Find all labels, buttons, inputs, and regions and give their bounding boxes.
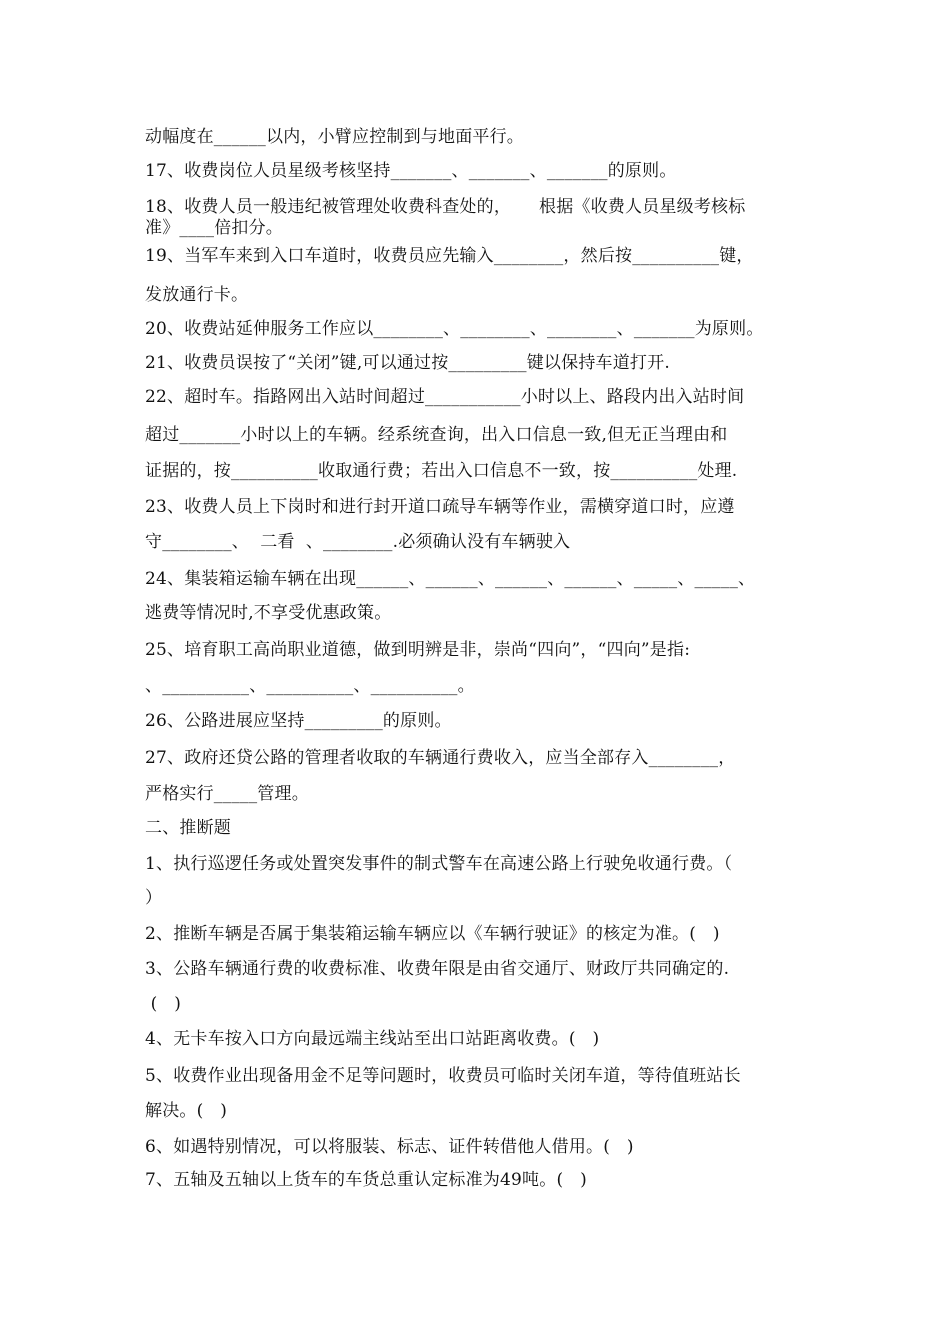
question-25: 25、培育职工高尚职业道德，做到明辨是非，崇尚“四向”，“四向”是指:: [145, 640, 691, 660]
judge-2: 2、推断车辆是否属于集装箱运输车辆应以《车辆行驶证》的核定为准。( ): [145, 924, 720, 944]
judge-6: 6、如遇特别情况，可以将服装、标志、证件转借他人借用。( ): [145, 1137, 634, 1157]
question-27: 27、政府还贷公路的管理者收取的车辆通行费收入，应当全部存入________，: [145, 748, 736, 768]
question-22: 22、超时车。指路网出入站时间超过___________小时以上、路段内出入站时间: [145, 387, 745, 407]
question-26: 26、公路进展应坚持_________的原则。: [145, 711, 452, 731]
section-heading: 二、推断题: [145, 818, 231, 838]
text-line: 逃费等情况时,不享受优惠政策。: [145, 603, 392, 623]
text-line: 超过_______小时以上的车辆。经系统查询，出入口信息一致,但无正当理由和: [145, 425, 728, 445]
text-line: 发放通行卡。: [145, 285, 249, 305]
judge-3: 3、公路车辆通行费的收费标准、收费年限是由省交通厅、财政厅共同确定的.: [145, 959, 730, 979]
question-21: 21、收费员误按了“关闭”键,可以通过按_________键以保持车道打开.: [145, 353, 670, 373]
question-23: 23、收费人员上下岗时和进行封开道口疏导车辆等作业，需横穿道口时，应遵: [145, 497, 735, 517]
judge-1: 1、执行巡逻任务或处置突发事件的制式警车在高速公路上行驶免收通行费。（: [145, 854, 733, 874]
text-line: 、__________、__________、__________。: [145, 676, 475, 696]
text-line: 严格实行_____管理。: [145, 784, 309, 804]
question-17: 17、收费岗位人员星级考核坚持_______、_______、_______的原则。: [145, 161, 677, 181]
judge-4: 4、无卡车按入口方向最远端主线站至出口站距离收费。( ): [145, 1029, 600, 1049]
text-line: ( ): [145, 994, 182, 1014]
question-20: 20、收费站延伸服务工作应以________、________、________、_______为原则。: [145, 319, 764, 339]
text-line: ）: [145, 888, 163, 908]
text-line: 解决。( ): [145, 1101, 228, 1121]
text-line: 证据的，按__________收取通行费；若出入口信息不一致，按__________处理.: [145, 461, 738, 481]
text-line: 准》____倍扣分。: [145, 218, 283, 238]
text-line: 守________、 二看 、________.必须确认没有车辆驶入: [145, 532, 571, 552]
judge-5: 5、收费作业出现备用金不足等问题时，收费员可临时关闭车道，等待值班站长: [145, 1066, 741, 1086]
question-24: 24、集装箱运输车辆在出现______、______、______、______、_____、_____、: [145, 569, 756, 589]
question-18: 18、收费人员一般违纪被管理处收费科查处的， 根据《收费人员星级考核标: [145, 197, 746, 217]
judge-7: 7、五轴及五轴以上货车的车货总重认定标准为49吨。( ): [145, 1170, 587, 1190]
question-19: 19、当军车来到入口车道时，收费员应先输入________，然后按__________键，: [145, 246, 754, 266]
text-line: 动幅度在______以内，小臂应控制到与地面平行。: [145, 127, 524, 147]
